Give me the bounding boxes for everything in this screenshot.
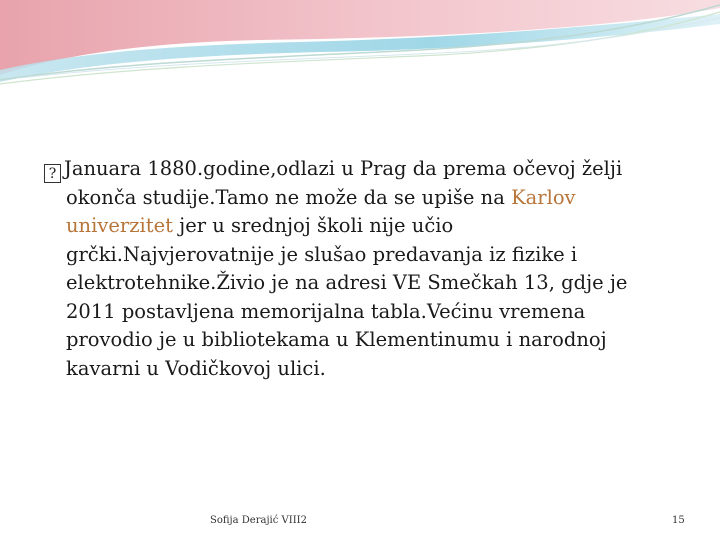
header-wave-decoration bbox=[0, 0, 720, 110]
body-paragraph bbox=[44, 155, 664, 383]
paragraph-text-1: Januara 1880.godine,odlazi u Prag da prema očevoj želji okonča studije.Tamo ne može da se upiše na bbox=[64, 157, 623, 209]
paragraph-text-2: jer u srednjoj školi nije učio grčki.Najvjerovatnije je slušao predavanja iz fizike i elektrotehnike.Živio je na adresi VE Smečkah 13, gdje je 2011 postavljena memorijalna tabla.Većinu vremena provodio je u bibliotekama u Klementinumu i narodnoj kavarni u Vodičkovoj ulici. bbox=[66, 214, 628, 380]
slide-page-number: 15 bbox=[672, 515, 685, 526]
footer-author: Sofija Derajić VIII2 bbox=[210, 515, 307, 526]
slide-body bbox=[44, 155, 664, 383]
bullet-icon: ? bbox=[44, 164, 61, 183]
karlov-university-link[interactable]: Karlov univerzitet bbox=[66, 185, 576, 237]
